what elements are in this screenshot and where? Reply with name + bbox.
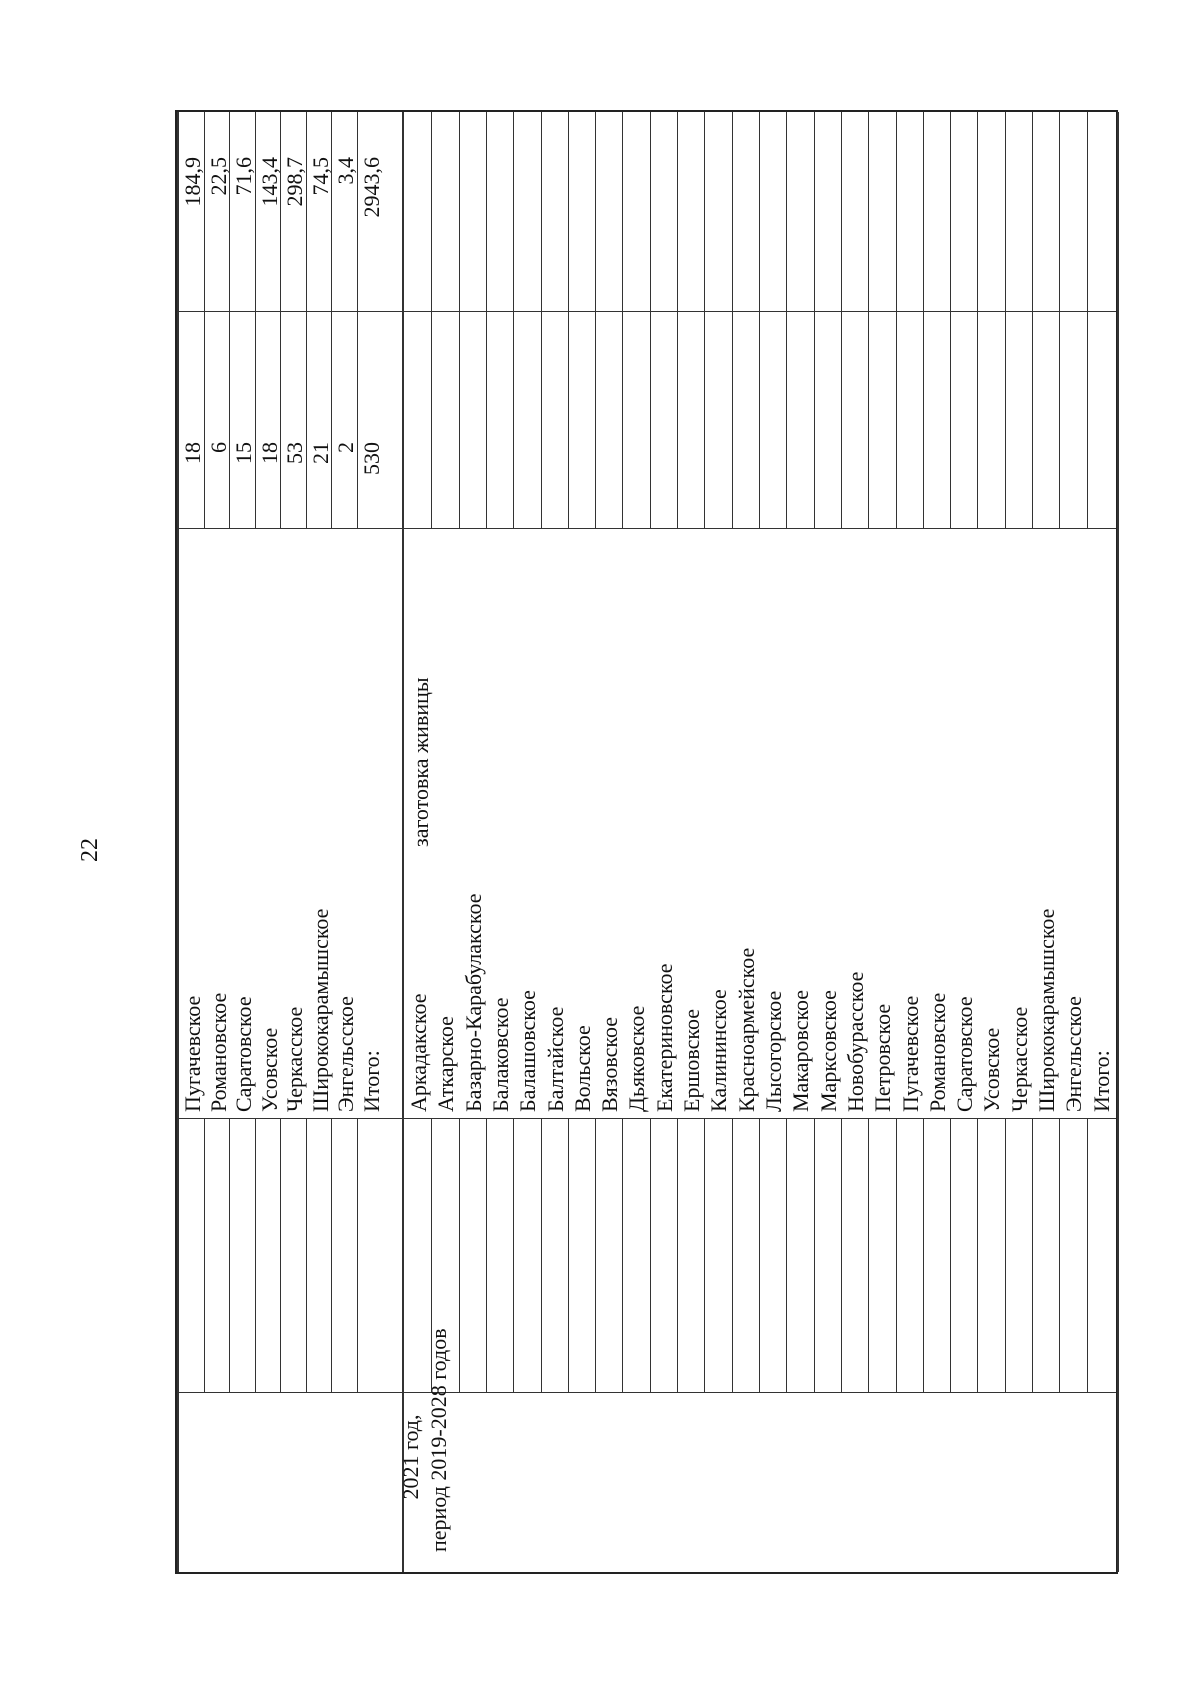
row-separator bbox=[541, 1118, 542, 1392]
district-cell: Ширококарамышское bbox=[1034, 908, 1060, 1112]
district-cell: Энгельсское bbox=[1061, 996, 1087, 1112]
district-cell: Вязовское bbox=[597, 1017, 623, 1112]
row-separator bbox=[459, 112, 460, 528]
district-cell: Екатериновское bbox=[651, 963, 677, 1112]
activity-cell: заготовка живицы bbox=[408, 677, 433, 847]
row-separator bbox=[595, 112, 596, 528]
district-cell: Черкасское bbox=[1006, 1006, 1032, 1112]
row-separator bbox=[331, 1118, 332, 1392]
row-separator bbox=[622, 1118, 623, 1392]
row-separator bbox=[650, 1118, 651, 1392]
value-cell: 22,5 bbox=[205, 157, 231, 196]
district-cell: Дьяковское bbox=[624, 1005, 650, 1112]
row-separator bbox=[431, 1118, 432, 1392]
district-cell: Калининское bbox=[706, 989, 732, 1112]
district-cell: Красноармейское bbox=[733, 947, 759, 1112]
row-separator bbox=[868, 1118, 869, 1392]
row-separator bbox=[595, 1118, 596, 1392]
district-cell: Усовское bbox=[979, 1027, 1005, 1112]
row-separator bbox=[1005, 112, 1006, 528]
row-separator bbox=[923, 112, 924, 528]
col-separator-value bbox=[177, 311, 1116, 312]
row-separator bbox=[650, 112, 651, 528]
row-separator bbox=[255, 112, 256, 528]
row-separator bbox=[1059, 112, 1060, 528]
district-cell: Петровское bbox=[870, 1003, 896, 1112]
row-separator bbox=[229, 112, 230, 528]
row-separator bbox=[977, 1118, 978, 1392]
district-cell: Пугачевское bbox=[180, 995, 205, 1112]
value-cell: 71,6 bbox=[231, 157, 256, 196]
value-cell: 2943,6 bbox=[358, 157, 384, 218]
district-cell: Черкасское bbox=[282, 1006, 307, 1112]
district-cell: Балтайское bbox=[542, 1006, 568, 1112]
block-separator bbox=[402, 112, 404, 1572]
row-separator bbox=[280, 112, 281, 528]
district-cell: Итого: bbox=[1088, 1050, 1114, 1112]
table-border-left bbox=[177, 112, 179, 1572]
district-cell: Ершовское bbox=[679, 1008, 705, 1112]
value-cell: 3,4 bbox=[333, 157, 358, 185]
row-separator bbox=[868, 112, 869, 528]
district-cell: Усовское bbox=[256, 1027, 282, 1112]
row-separator bbox=[306, 1118, 307, 1392]
row-separator bbox=[950, 1118, 951, 1392]
district-cell: Аркадакское bbox=[406, 993, 431, 1112]
row-separator bbox=[896, 1118, 897, 1392]
value-cell: 74,5 bbox=[307, 157, 333, 196]
district-cell: Аткарское bbox=[433, 1016, 459, 1112]
table-border-right bbox=[1117, 112, 1119, 1572]
row-separator bbox=[486, 1118, 487, 1392]
row-separator bbox=[331, 112, 332, 528]
row-separator bbox=[923, 1118, 924, 1392]
count-cell: 6 bbox=[205, 442, 231, 453]
district-cell: Базарно-Карабулакское bbox=[460, 893, 486, 1112]
row-separator bbox=[1005, 1118, 1006, 1392]
row-separator bbox=[513, 1118, 514, 1392]
row-separator bbox=[431, 112, 432, 528]
row-separator bbox=[896, 112, 897, 528]
period-cell bbox=[397, 1328, 453, 1552]
row-separator bbox=[541, 112, 542, 528]
row-separator bbox=[786, 112, 787, 528]
row-separator bbox=[732, 1118, 733, 1392]
district-cell: Балаковское bbox=[487, 997, 513, 1112]
row-separator bbox=[759, 112, 760, 528]
district-cell: Макаровское bbox=[788, 989, 814, 1112]
district-cell: Лысогорское bbox=[761, 990, 786, 1112]
count-cell: 21 bbox=[307, 442, 333, 464]
row-separator bbox=[841, 112, 842, 528]
count-cell: 15 bbox=[231, 442, 256, 464]
count-cell: 53 bbox=[282, 442, 307, 464]
row-separator bbox=[814, 1118, 815, 1392]
district-cell: Саратовское bbox=[231, 996, 256, 1112]
row-separator bbox=[950, 112, 951, 528]
row-separator bbox=[677, 1118, 678, 1392]
col-separator-count bbox=[177, 528, 1116, 529]
row-separator bbox=[622, 112, 623, 528]
row-separator bbox=[204, 112, 205, 528]
district-cell: Романовское bbox=[205, 992, 231, 1112]
rotated-table bbox=[175, 110, 1118, 1574]
value-cell: 143,4 bbox=[256, 157, 282, 207]
row-separator bbox=[1087, 1118, 1088, 1392]
row-separator bbox=[229, 1118, 230, 1392]
row-separator bbox=[357, 112, 358, 528]
row-separator bbox=[486, 112, 487, 528]
district-cell: Балашовское bbox=[515, 990, 541, 1112]
count-cell: 2 bbox=[333, 442, 358, 453]
row-separator bbox=[704, 112, 705, 528]
page-number: 22 bbox=[77, 838, 103, 862]
count-cell: 530 bbox=[358, 442, 384, 475]
district-cell: Ширококарамышское bbox=[307, 908, 333, 1112]
row-separator bbox=[204, 1118, 205, 1392]
row-separator bbox=[568, 1118, 569, 1392]
district-cell: Новобурасское bbox=[842, 971, 868, 1112]
row-separator bbox=[513, 112, 514, 528]
col-separator-district bbox=[177, 1118, 1116, 1119]
row-separator bbox=[568, 112, 569, 528]
count-cell: 18 bbox=[256, 442, 282, 464]
district-cell: Марксовское bbox=[815, 990, 841, 1112]
row-separator bbox=[306, 112, 307, 528]
district-cell: Пугачевское bbox=[897, 995, 923, 1112]
district-cell: Вольское bbox=[569, 1025, 595, 1112]
row-separator bbox=[759, 1118, 760, 1392]
row-separator bbox=[357, 1118, 358, 1392]
district-cell: Итого: bbox=[358, 1050, 384, 1112]
row-separator bbox=[280, 1118, 281, 1392]
value-cell: 298,7 bbox=[282, 157, 307, 207]
row-separator bbox=[1087, 112, 1088, 528]
row-separator bbox=[459, 1118, 460, 1392]
row-separator bbox=[786, 1118, 787, 1392]
value-cell: 184,9 bbox=[180, 157, 205, 207]
row-separator bbox=[677, 112, 678, 528]
row-separator bbox=[704, 1118, 705, 1392]
row-separator bbox=[1032, 112, 1033, 528]
period-line-1: 2021 год, bbox=[398, 1414, 423, 1500]
row-separator bbox=[1059, 1118, 1060, 1392]
row-separator bbox=[732, 112, 733, 528]
district-cell: Энгельсское bbox=[333, 996, 358, 1112]
row-separator bbox=[814, 112, 815, 528]
row-separator bbox=[1032, 1118, 1033, 1392]
count-cell: 18 bbox=[180, 442, 205, 464]
district-cell: Саратовское bbox=[952, 996, 978, 1112]
col-separator-period bbox=[177, 1392, 1116, 1393]
period-line-2: период 2019-2028 годов bbox=[426, 1328, 451, 1552]
row-separator bbox=[841, 1118, 842, 1392]
district-cell: Романовское bbox=[924, 992, 950, 1112]
row-separator bbox=[255, 1118, 256, 1392]
row-separator bbox=[977, 112, 978, 528]
